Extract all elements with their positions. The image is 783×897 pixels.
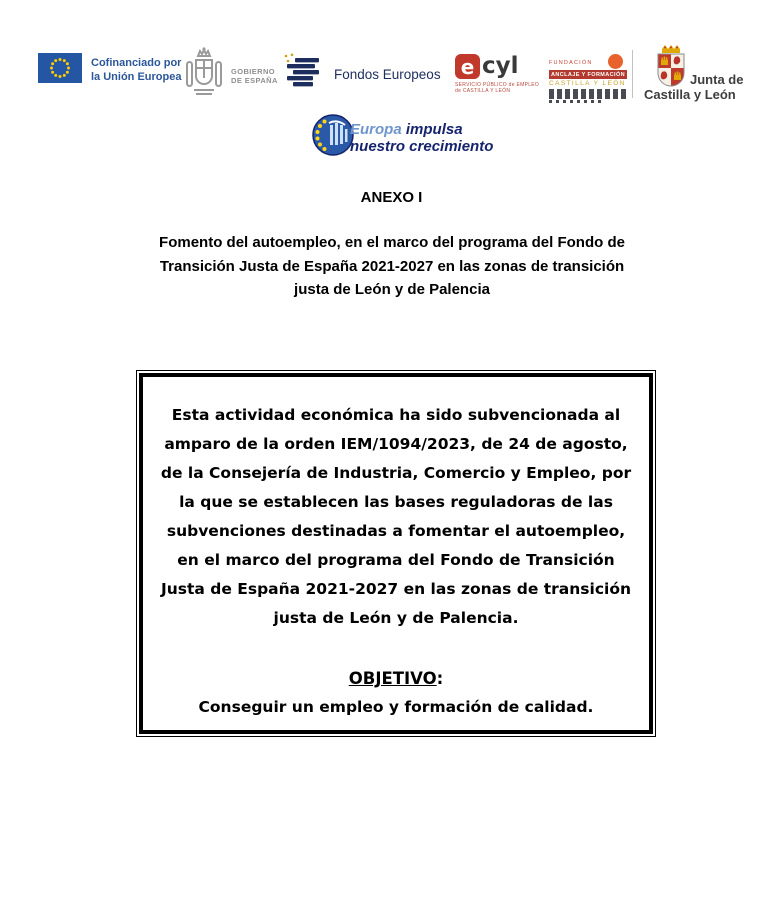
subsidy-notice-box (136, 370, 656, 737)
fundacion-anclaje-logo (549, 54, 627, 103)
notice-line: en el marco del programa del Fondo de Transición (177, 551, 615, 569)
fundacion-anclaje-band: ANCLAJE Y FORMACIÓN (551, 71, 626, 78)
eu-cofinance-logo (38, 53, 181, 88)
ecyl-e-icon: e (455, 54, 480, 79)
fundacion-region-label: CASTILLA Y LEÓN (549, 80, 626, 87)
spain-coat-of-arms-icon (184, 46, 224, 105)
fundacion-skyline-icon (549, 89, 627, 99)
notice-line: justa de León y de Palencia. (273, 609, 519, 627)
europa-impulsa-slogan (350, 121, 493, 155)
junta-label-line1: Junta de (690, 72, 744, 87)
fondos-europeos-stripes-icon (283, 53, 325, 96)
fondos-europeos-label: Fondos Europeos (334, 67, 441, 82)
subtitle-line: justa de León y de Palencia (294, 281, 490, 298)
fundacion-skyline-icon-2 (549, 100, 604, 103)
page-title: ANEXO I (360, 189, 423, 206)
badge-word-impulsa: impulsa (405, 120, 463, 138)
badge-word-europa: Europa (350, 120, 402, 138)
notice-line: subvenciones destinadas a fomentar el autoempleo, (166, 522, 626, 540)
notice-line: amparo de la orden IEM/1094/2023, de 24 de agosto, (164, 435, 628, 453)
objetivo-label: OBJETIVO (348, 669, 437, 688)
ecyl-subtitle: SERVICIO PÚBLICO de EMPLEO de CASTILLA Y LEÓN (455, 82, 540, 94)
europa-impulsa-globe-icon (311, 113, 355, 162)
eu-flag-icon (38, 53, 82, 88)
ecyl-brand-text: cyl (482, 53, 519, 79)
gobierno-espana-label: GOBIERNO DE ESPAÑA (231, 66, 278, 85)
junta-castilla-leon-logo (640, 44, 760, 106)
document-subtitle (92, 231, 692, 302)
badge-line2: nuestro crecimiento (350, 137, 494, 155)
fondos-europeos-logo (283, 53, 441, 96)
fundacion-word: FUNDACIÓN (549, 60, 593, 66)
notice-line: Justa de España 2021-2027 en las zonas de transición (160, 580, 632, 598)
ecyl-logo (455, 54, 539, 94)
eu-cofinance-label: Cofinanciado por la Unión Europea (91, 57, 182, 83)
subtitle-line: Fomento del autoempleo, en el marco del programa del Fondo de (159, 234, 625, 251)
notice-line: de la Consejería de Industria, Comercio y Empleo, por (160, 464, 632, 482)
logo-divider (632, 50, 633, 98)
junta-label-line2: Castilla y León (644, 87, 736, 102)
objective-text: Conseguir un empleo y formación de calidad. (198, 698, 594, 716)
fundacion-sun-icon (608, 54, 623, 69)
europa-impulsa-badge (311, 113, 493, 162)
subtitle-line: Transición Justa de España 2021-2027 en las zonas de transición (159, 257, 625, 275)
objetivo-heading (143, 664, 649, 693)
subsidy-notice-box-inner (139, 373, 653, 734)
notice-line: Esta actividad económica ha sido subvencionada al (171, 406, 621, 424)
gobierno-espana-logo (184, 46, 278, 105)
objetivo-colon: : (436, 669, 444, 688)
notice-line: la que se establecen las bases reguladoras de las (179, 493, 613, 511)
